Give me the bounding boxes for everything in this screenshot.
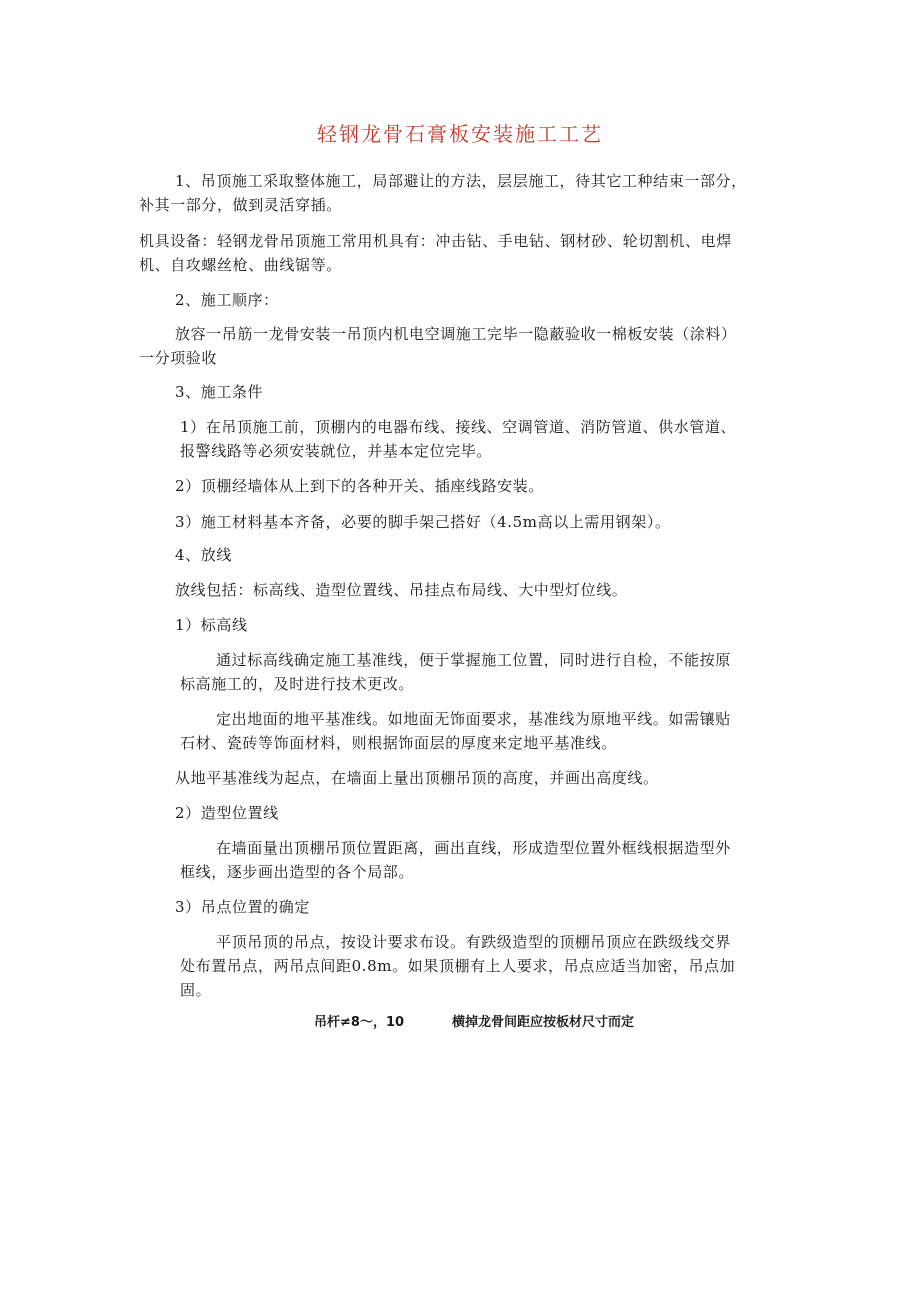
paragraph-line: 在墙面量出顶棚吊顶位置距离，画出直线，形成造型位置外框线根据造型外 (216, 839, 731, 857)
document-title: 轻钢龙骨石膏板安装施工工艺 (317, 122, 603, 146)
paragraph-line: 通过标高线确定施工基准线，便于掌握施工位置，同时进行自检，不能按原 (216, 651, 731, 669)
footer-note-left: 吊杆≠8～，10 (314, 1015, 405, 1030)
paragraph-line: 标高施工的，及时进行技术更改。 (180, 675, 415, 693)
paragraph-line: 放容一吊筋一龙骨安装一吊顶内机电空调施工完毕一隐蔽验收一棉板安装（涂料） (175, 325, 737, 343)
subsection-heading: 1）标高线 (175, 616, 248, 634)
paragraph-line: 1）在吊顶施工前，顶棚内的电器布线、接线、空调管道、消防管道、供水管道、 (180, 418, 737, 436)
paragraph-line: 平顶吊顶的吊点，按设计要求布设。有跌级造型的顶棚吊顶应在跌级线交界 (216, 933, 731, 951)
subsection-heading: 2）造型位置线 (175, 804, 279, 822)
paragraph-line: 3）施工材料基本齐备，必要的脚手架己搭好（4.5m高以上需用钢架）。 (175, 513, 671, 531)
paragraph-line: 处布置吊点，两吊点间距0.8m。如果顶棚有上人要求，吊点应适当加密，吊点加 (180, 957, 736, 975)
paragraph-line: 定出地面的地平基准线。如地面无饰面要求，基准线为原地平线。如需镶贴 (216, 710, 731, 728)
paragraph-line: 一分项验收 (139, 349, 218, 367)
section-heading: 2、施工顺序： (175, 291, 279, 309)
paragraph-line: 1、吊顶施工采取整体施工，局部避让的方法，层层施工，待其它工种结束一部分， (175, 172, 747, 190)
paragraph-line: 机具设备：轻钢龙骨吊顶施工常用机具有：冲击钻、手电钻、钢材砂、轮切割机、电焊 (139, 232, 732, 250)
paragraph-line: 从地平基准线为起点，在墙面上量出顶棚吊顶的高度，并画出高度线。 (175, 769, 659, 787)
footer-note-right: 横掉龙骨间距应按板材尺寸而定 (452, 1015, 635, 1030)
paragraph-line: 石材、瓷砖等饰面材料，则根据饰面层的厚度来定地平基准线。 (180, 734, 617, 752)
section-heading: 3、施工条件 (175, 383, 264, 401)
paragraph-line: 框线，逐步画出造型的各个局部。 (180, 863, 415, 881)
section-heading: 4、放线 (175, 546, 232, 564)
paragraph-line: 机、自攻螺丝枪、曲线锯等。 (139, 256, 342, 274)
paragraph-line: 固。 (180, 981, 212, 999)
paragraph-line: 2）顶棚经墙体从上到下的各种开关、插座线路安装。 (175, 477, 544, 495)
paragraph-line: 放线包括：标高线、造型位置线、吊挂点布局线、大中型灯位线。 (175, 581, 628, 599)
paragraph-line: 补其一部分，做到灵活穿插。 (139, 196, 342, 214)
subsection-heading: 3）吊点位置的确定 (175, 898, 310, 916)
paragraph-line: 报警线路等必须安装就位，并基本定位完毕。 (180, 442, 493, 460)
